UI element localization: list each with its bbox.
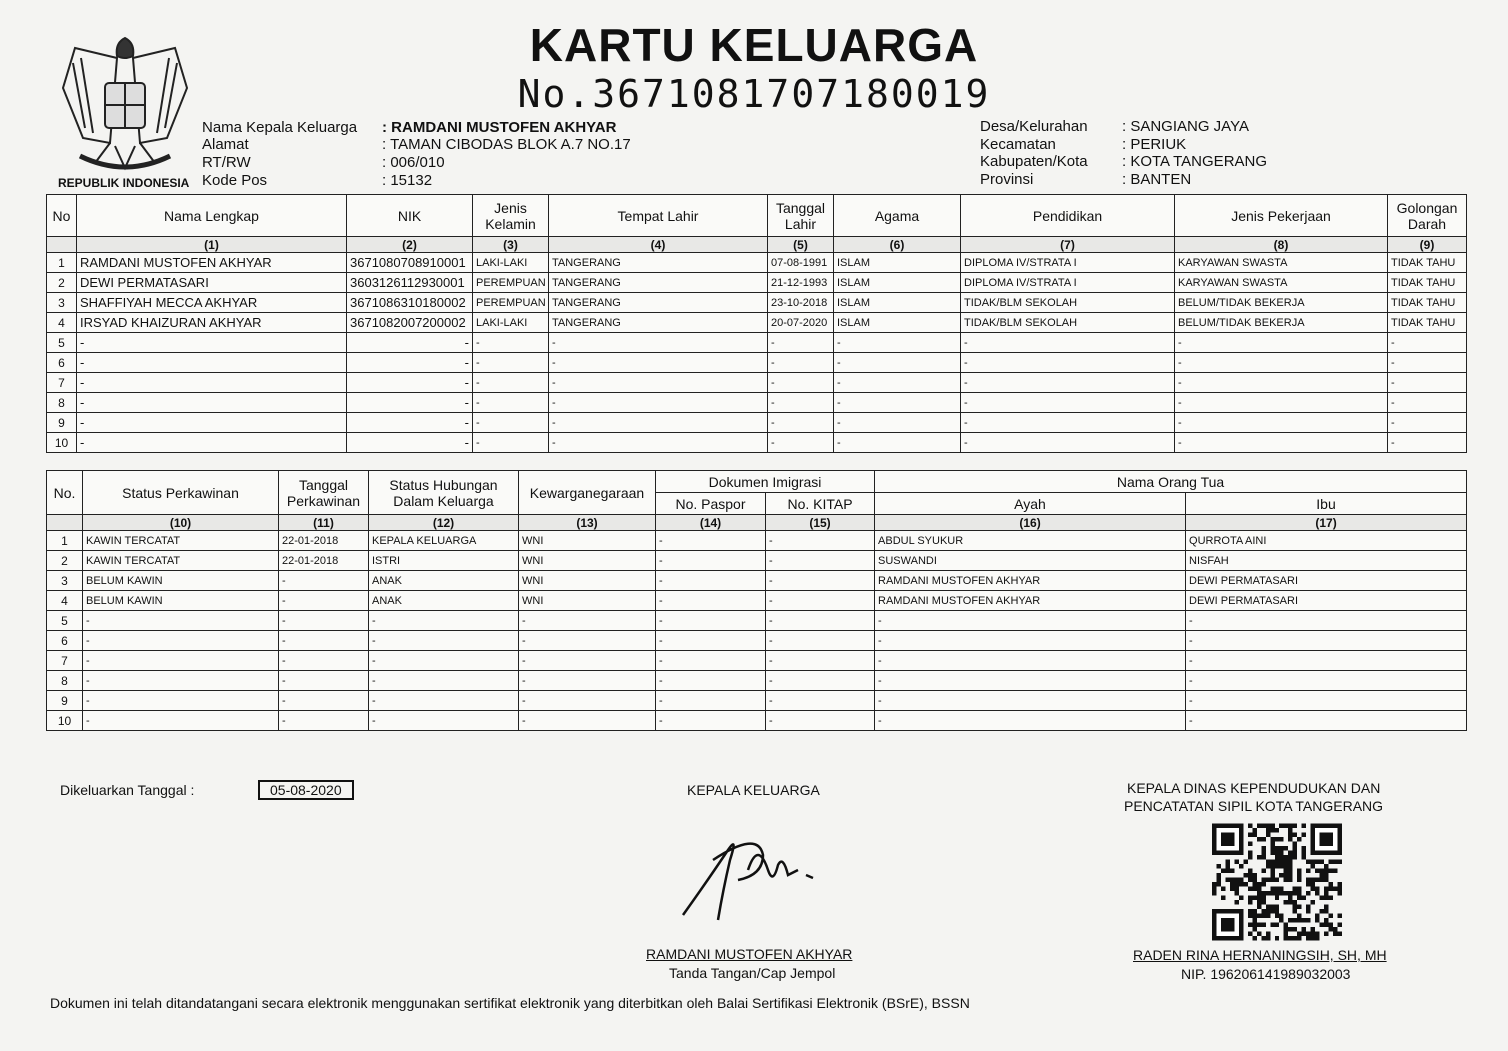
info-value-village: : SANGIANG JAYA	[1122, 118, 1249, 135]
table-cell: 5	[47, 611, 83, 631]
table-cell: -	[347, 353, 473, 373]
office-title-line2: PENCATATAN SIPIL KOTA TANGERANG	[1124, 798, 1384, 814]
table-cell: -	[1175, 353, 1388, 373]
table-cell: ISLAM	[834, 313, 961, 333]
table-cell: -	[834, 433, 961, 453]
index-cell: (12)	[369, 515, 519, 531]
table-cell: -	[1388, 353, 1467, 373]
table-cell: -	[961, 373, 1175, 393]
document-title: KARTU KELUARGA	[529, 19, 979, 71]
table-cell: ISLAM	[834, 273, 961, 293]
table-row	[47, 413, 1467, 433]
table-cell: -	[766, 651, 875, 671]
index-cell: (6)	[834, 237, 961, 253]
table-row	[47, 273, 1467, 293]
table-cell: -	[279, 691, 369, 711]
table-cell: -	[369, 631, 519, 651]
table-cell: -	[875, 691, 1186, 711]
table-cell: DEWI PERMATASARI	[77, 273, 347, 293]
table-cell: WNI	[519, 571, 656, 591]
table-cell: 21-12-1993	[768, 273, 834, 293]
col2-mother: Ibu	[1186, 493, 1467, 515]
table-cell: -	[656, 591, 766, 611]
col-occupation: Jenis Pekerjaan	[1175, 195, 1388, 237]
table-cell: RAMDANI MUSTOFEN AKHYAR	[875, 571, 1186, 591]
table-cell: -	[834, 373, 961, 393]
head-signature-title: KEPALA KELUARGA	[687, 782, 820, 798]
table-row	[47, 393, 1467, 413]
info-value-address: : TAMAN CIBODAS BLOK A.7 NO.17	[382, 136, 631, 153]
table-cell: -	[77, 333, 347, 353]
index-cell	[47, 237, 77, 253]
table-cell: -	[347, 413, 473, 433]
table-cell: 3	[47, 571, 83, 591]
table-cell: SUSWANDI	[875, 551, 1186, 571]
table-cell: DEWI PERMATASARI	[1186, 591, 1467, 611]
index-cell: (16)	[875, 515, 1186, 531]
col-gender: Jenis Kelamin	[473, 195, 549, 237]
members-table	[46, 194, 1467, 453]
index-cell: (5)	[768, 237, 834, 253]
index-cell: (15)	[766, 515, 875, 531]
table-cell: -	[369, 691, 519, 711]
col2-no: No.	[47, 471, 83, 515]
table-cell: BELUM/TIDAK BEKERJA	[1175, 313, 1388, 333]
table-cell: -	[1186, 691, 1467, 711]
table-cell: 5	[47, 333, 77, 353]
col-full-name: Nama Lengkap	[77, 195, 347, 237]
table-cell: -	[473, 413, 549, 433]
table-cell: -	[77, 353, 347, 373]
col2-kitap: No. KITAP	[766, 493, 875, 515]
info-label-province: Provinsi	[980, 171, 1034, 188]
table-cell: -	[83, 651, 279, 671]
table-cell: -	[875, 671, 1186, 691]
table-cell: 07-08-1991	[768, 253, 834, 273]
table-cell: -	[549, 433, 768, 453]
table-cell: 10	[47, 711, 83, 731]
table-cell: -	[473, 433, 549, 453]
table-cell: TIDAK/BLM SEKOLAH	[961, 293, 1175, 313]
table-cell: -	[473, 333, 549, 353]
issued-date: 05-08-2020	[258, 780, 354, 800]
table-cell: -	[1186, 671, 1467, 691]
table-cell: -	[347, 393, 473, 413]
table-row	[47, 333, 1467, 353]
table-cell: -	[549, 353, 768, 373]
table-cell: -	[1175, 373, 1388, 393]
index-cell: (3)	[473, 237, 549, 253]
head-caption: Tanda Tangan/Cap Jempol	[669, 965, 836, 981]
table-cell: -	[656, 551, 766, 571]
table-cell: TIDAK TAHU	[1388, 253, 1467, 273]
table-cell: 4	[47, 591, 83, 611]
table-cell: -	[347, 433, 473, 453]
col2-marital-status: Status Perkawinan	[83, 471, 279, 515]
index-cell: (2)	[347, 237, 473, 253]
col-no: No	[47, 195, 77, 237]
table-cell: 3671082007200002	[347, 313, 473, 333]
table-cell: -	[473, 393, 549, 413]
table-cell: -	[1175, 413, 1388, 433]
col2-marriage-date: Tanggal Perkawinan	[279, 471, 369, 515]
table-cell: -	[766, 691, 875, 711]
table-cell: -	[656, 531, 766, 551]
info-label-rtrw: RT/RW	[202, 154, 251, 171]
table-cell: -	[1388, 373, 1467, 393]
table-cell: TIDAK TAHU	[1388, 273, 1467, 293]
table-cell: RAMDANI MUSTOFEN AKHYAR	[77, 253, 347, 273]
table-cell: 3671080708910001	[347, 253, 473, 273]
table-cell: -	[875, 611, 1186, 631]
country-label: REPUBLIK INDONESIA	[58, 176, 190, 190]
table-cell: -	[768, 373, 834, 393]
table-cell: -	[519, 711, 656, 731]
table-cell: NISFAH	[1186, 551, 1467, 571]
table-row	[47, 373, 1467, 393]
table-cell: -	[369, 671, 519, 691]
table-cell: TANGERANG	[549, 273, 768, 293]
table-cell: -	[279, 631, 369, 651]
table-cell: -	[77, 413, 347, 433]
table-cell: -	[279, 671, 369, 691]
table-cell: 6	[47, 353, 77, 373]
col-religion: Agama	[834, 195, 961, 237]
col2-relationship: Status Hubungan Dalam Keluarga	[369, 471, 519, 515]
table-cell: -	[768, 353, 834, 373]
table-cell: -	[766, 671, 875, 691]
table-cell: -	[549, 333, 768, 353]
table-cell: 1	[47, 253, 77, 273]
table-cell: -	[766, 711, 875, 731]
table-row	[47, 671, 1467, 691]
table-row	[47, 313, 1467, 333]
table-cell: -	[766, 611, 875, 631]
table-cell: KARYAWAN SWASTA	[1175, 273, 1388, 293]
table-cell: -	[656, 611, 766, 631]
table-cell: 20-07-2020	[768, 313, 834, 333]
col2-father: Ayah	[875, 493, 1186, 515]
table-row	[47, 571, 1467, 591]
table-cell: QURROTA AINI	[1186, 531, 1467, 551]
table-cell: 23-10-2018	[768, 293, 834, 313]
table-cell: 7	[47, 373, 77, 393]
table-cell: -	[834, 353, 961, 373]
table-cell: -	[83, 611, 279, 631]
table-cell: 9	[47, 413, 77, 433]
garuda-emblem-icon	[55, 28, 195, 178]
index-cell: (4)	[549, 237, 768, 253]
index-cell: (14)	[656, 515, 766, 531]
official-name: RADEN RINA HERNANINGSIH, SH, MH	[1133, 947, 1387, 963]
table-cell: -	[768, 333, 834, 353]
col2-passport: No. Paspor	[656, 493, 766, 515]
info-label-village: Desa/Kelurahan	[980, 118, 1088, 135]
table-row	[47, 293, 1467, 313]
table-cell: SHAFFIYAH MECCA AKHYAR	[77, 293, 347, 313]
table-cell: 9	[47, 691, 83, 711]
index-cell: (17)	[1186, 515, 1467, 531]
table-cell: BELUM KAWIN	[83, 571, 279, 591]
table-cell: -	[83, 691, 279, 711]
table-cell: WNI	[519, 551, 656, 571]
table-row	[47, 433, 1467, 453]
table-cell: TANGERANG	[549, 253, 768, 273]
table-cell: -	[77, 373, 347, 393]
table-cell: -	[549, 393, 768, 413]
table-cell: -	[83, 671, 279, 691]
table-cell: -	[961, 353, 1175, 373]
table-cell: -	[279, 611, 369, 631]
table-cell: -	[279, 711, 369, 731]
col-education: Pendidikan	[961, 195, 1175, 237]
table-cell: 7	[47, 651, 83, 671]
disclaimer: Dokumen ini telah ditandatangani secara elektronik menggunakan sertifikat elektronik yang diterbitkan oleh Balai Sertifikasi Elektronik (BSrE), BSSN	[50, 995, 970, 1011]
table-cell: BELUM KAWIN	[83, 591, 279, 611]
table-cell: -	[549, 373, 768, 393]
info-label-postcode: Kode Pos	[202, 172, 268, 189]
table-cell: 3	[47, 293, 77, 313]
index-cell: (9)	[1388, 237, 1467, 253]
table-cell: TIDAK TAHU	[1388, 313, 1467, 333]
table-cell: -	[656, 631, 766, 651]
table-cell: 3671086310180002	[347, 293, 473, 313]
table-cell: WNI	[519, 531, 656, 551]
table-cell: PEREMPUAN	[473, 273, 549, 293]
table-cell: -	[961, 333, 1175, 353]
table-cell: 22-01-2018	[279, 551, 369, 571]
table-cell: -	[1388, 393, 1467, 413]
info-value-postcode: : 15132	[382, 172, 433, 189]
index-cell: (1)	[77, 237, 347, 253]
table-cell: -	[519, 691, 656, 711]
table-cell: TANGERANG	[549, 293, 768, 313]
office-title-line1: KEPALA DINAS KEPENDUDUKAN DAN	[1127, 780, 1381, 796]
table-cell: LAKI-LAKI	[473, 313, 549, 333]
table-cell: BELUM/TIDAK BEKERJA	[1175, 293, 1388, 313]
table-cell: -	[1388, 433, 1467, 453]
table-cell: -	[656, 571, 766, 591]
table-row	[47, 253, 1467, 273]
info-label-address: Alamat	[202, 136, 249, 153]
table-cell: ANAK	[369, 591, 519, 611]
table-cell: -	[834, 333, 961, 353]
table-cell: 4	[47, 313, 77, 333]
index-cell	[47, 515, 83, 531]
table-cell: 2	[47, 273, 77, 293]
table-cell: ANAK	[369, 571, 519, 591]
col2-citizenship: Kewarganegaraan	[519, 471, 656, 515]
table-cell: -	[656, 671, 766, 691]
table-cell: LAKI-LAKI	[473, 253, 549, 273]
table-cell: -	[77, 433, 347, 453]
table-cell: TANGERANG	[549, 313, 768, 333]
table-cell: KARYAWAN SWASTA	[1175, 253, 1388, 273]
table-cell: 22-01-2018	[279, 531, 369, 551]
table-cell: -	[83, 711, 279, 731]
index-cell: (8)	[1175, 237, 1388, 253]
table-cell: -	[1388, 333, 1467, 353]
table-row	[47, 353, 1467, 373]
table-cell: ABDUL SYUKUR	[875, 531, 1186, 551]
table-cell: -	[766, 531, 875, 551]
table-cell: -	[369, 711, 519, 731]
table-cell: 1	[47, 531, 83, 551]
table-row	[47, 531, 1467, 551]
col2-parents: Nama Orang Tua	[875, 471, 1467, 493]
table-cell: KEPALA KELUARGA	[369, 531, 519, 551]
table-row	[47, 711, 1467, 731]
table-cell: -	[519, 651, 656, 671]
table-cell: DIPLOMA IV/STRATA I	[961, 253, 1175, 273]
table-cell: -	[656, 711, 766, 731]
info-label-head: Nama Kepala Keluarga	[202, 119, 358, 136]
table-cell: DIPLOMA IV/STRATA I	[961, 273, 1175, 293]
table-cell: ISLAM	[834, 293, 961, 313]
table-cell: -	[1186, 611, 1467, 631]
index-cell: (7)	[961, 237, 1175, 253]
table-cell: TIDAK/BLM SEKOLAH	[961, 313, 1175, 333]
table-cell: ISTRI	[369, 551, 519, 571]
table-cell: -	[766, 551, 875, 571]
table-cell: -	[369, 611, 519, 631]
table-cell: -	[834, 413, 961, 433]
table-cell: WNI	[519, 591, 656, 611]
table-cell: IRSYAD KHAIZURAN AKHYAR	[77, 313, 347, 333]
table-cell: -	[77, 393, 347, 413]
document-number: No.3671081707180019	[517, 72, 991, 116]
table-cell: -	[347, 373, 473, 393]
table-cell: ISLAM	[834, 253, 961, 273]
info-value-district: : PERIUK	[1122, 136, 1187, 153]
table-cell: -	[279, 571, 369, 591]
table-cell: -	[961, 433, 1175, 453]
table-cell: -	[347, 333, 473, 353]
table-cell: TIDAK TAHU	[1388, 293, 1467, 313]
table-cell: -	[1175, 333, 1388, 353]
table-cell: -	[1186, 651, 1467, 671]
table-cell: -	[875, 651, 1186, 671]
civil-status-table	[46, 470, 1467, 731]
table-cell: 2	[47, 551, 83, 571]
table-row	[47, 591, 1467, 611]
table-cell: -	[768, 393, 834, 413]
table-cell: -	[279, 591, 369, 611]
table-cell: 6	[47, 631, 83, 651]
table-cell: DEWI PERMATASARI	[1186, 571, 1467, 591]
table-cell: -	[656, 691, 766, 711]
table-cell: -	[834, 393, 961, 413]
table-row	[47, 691, 1467, 711]
table-cell: -	[1175, 433, 1388, 453]
table-cell: -	[875, 631, 1186, 651]
table-cell: -	[369, 651, 519, 671]
table-cell: 10	[47, 433, 77, 453]
qr-code-icon	[1212, 823, 1342, 941]
col-birthdate: Tanggal Lahir	[768, 195, 834, 237]
info-value-province: : BANTEN	[1122, 171, 1192, 188]
table-cell: -	[549, 413, 768, 433]
table-cell: -	[519, 631, 656, 651]
table-row	[47, 551, 1467, 571]
table-cell: 3603126112930001	[347, 273, 473, 293]
table-row	[47, 611, 1467, 631]
col2-immigration-docs: Dokumen Imigrasi	[656, 471, 875, 493]
table-cell: -	[1175, 393, 1388, 413]
table-cell: -	[766, 591, 875, 611]
table-cell: KAWIN TERCATAT	[83, 551, 279, 571]
table-cell: -	[766, 631, 875, 651]
issued-label: Dikeluarkan Tanggal :	[60, 782, 195, 798]
info-value-head: : RAMDANI MUSTOFEN AKHYAR	[382, 119, 617, 136]
table-cell: -	[279, 651, 369, 671]
table-cell: -	[875, 711, 1186, 731]
table-cell: PEREMPUAN	[473, 293, 549, 313]
table-cell: -	[473, 373, 549, 393]
table-cell: -	[519, 671, 656, 691]
info-value-rtrw: : 006/010	[382, 154, 445, 171]
table-cell: KAWIN TERCATAT	[83, 531, 279, 551]
info-label-city: Kabupaten/Kota	[980, 153, 1088, 170]
table-cell: -	[656, 651, 766, 671]
table-cell: -	[1186, 711, 1467, 731]
table-cell: -	[961, 413, 1175, 433]
official-nip: NIP. 196206141989032003	[1181, 966, 1351, 982]
table-cell: RAMDANI MUSTOFEN AKHYAR	[875, 591, 1186, 611]
table-cell: -	[1388, 413, 1467, 433]
index-cell: (13)	[519, 515, 656, 531]
info-label-district: Kecamatan	[980, 136, 1056, 153]
index-cell: (11)	[279, 515, 369, 531]
table-cell: -	[768, 413, 834, 433]
table-cell: -	[83, 631, 279, 651]
table-cell: -	[519, 611, 656, 631]
table-cell: 8	[47, 671, 83, 691]
table-cell: -	[961, 393, 1175, 413]
index-cell: (10)	[83, 515, 279, 531]
head-name: RAMDANI MUSTOFEN AKHYAR	[646, 946, 853, 962]
table-cell: -	[766, 571, 875, 591]
table-cell: -	[768, 433, 834, 453]
col-nik: NIK	[347, 195, 473, 237]
col-birthplace: Tempat Lahir	[549, 195, 768, 237]
table-cell: -	[1186, 631, 1467, 651]
table-row	[47, 631, 1467, 651]
table-cell: 8	[47, 393, 77, 413]
table-cell: -	[473, 353, 549, 373]
signature-icon	[668, 820, 828, 930]
info-value-city: : KOTA TANGERANG	[1122, 153, 1268, 170]
table-row	[47, 651, 1467, 671]
col-blood-type: Golongan Darah	[1388, 195, 1467, 237]
